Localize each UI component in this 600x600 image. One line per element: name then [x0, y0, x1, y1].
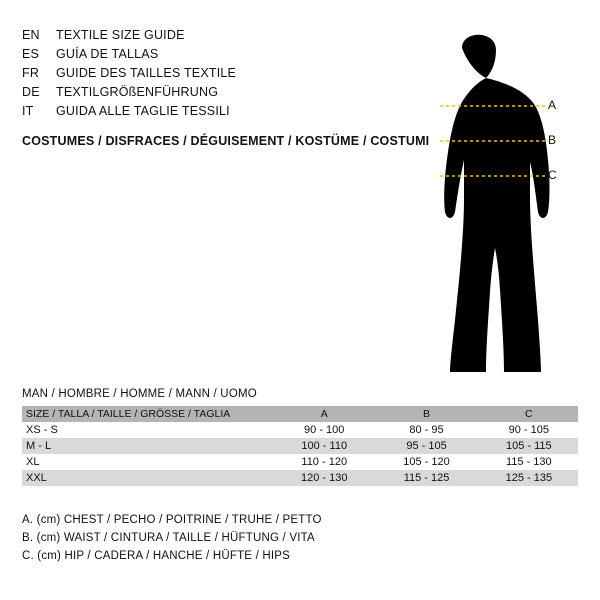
row-value-b: 115 - 125 — [373, 470, 475, 486]
language-code: EN — [22, 28, 40, 42]
measure-label-c: C — [548, 168, 557, 182]
row-value-a: 110 - 120 — [271, 454, 373, 470]
row-size: XS - S — [22, 422, 271, 438]
body-figure — [400, 20, 590, 380]
row-value-c: 105 - 115 — [476, 438, 578, 454]
note-b: B. (cm) WAIST / CINTURA / TAILLE / HÜFTUNG / VITA — [22, 532, 315, 544]
row-value-a: 120 - 130 — [271, 470, 373, 486]
row-value-b: 105 - 120 — [373, 454, 475, 470]
row-size: XXL — [22, 470, 271, 486]
language-label: GUIDA ALLE TAGLIE TESSILI — [56, 104, 230, 118]
table-header-c: C — [476, 406, 578, 422]
language-label: TEXTILE SIZE GUIDE — [56, 28, 185, 42]
language-code: ES — [22, 47, 40, 61]
language-row-fr — [22, 66, 352, 85]
measure-letter-labels — [400, 20, 590, 380]
table-header-row — [22, 406, 578, 422]
measurement-notes — [22, 514, 422, 568]
language-row-de — [22, 85, 352, 104]
row-value-c: 125 - 135 — [476, 470, 578, 486]
table-group-title: MAN / HOMBRE / HOMME / MANN / UOMO — [22, 388, 257, 400]
table-row — [22, 422, 578, 438]
language-label: GUÍA DE TALLAS — [56, 47, 159, 61]
language-list — [22, 28, 352, 123]
note-a: A. (cm) CHEST / PECHO / POITRINE / TRUHE / PETTO — [22, 514, 322, 526]
table-header-b: B — [373, 406, 475, 422]
table-row — [22, 438, 578, 454]
table-header-size: SIZE / TALLA / TAILLE / GRÖSSE / TAGLIA — [22, 406, 271, 422]
row-size: XL — [22, 454, 271, 470]
row-size: M - L — [22, 438, 271, 454]
row-value-b: 80 - 95 — [373, 422, 475, 438]
size-table — [22, 406, 578, 486]
row-value-c: 90 - 105 — [476, 422, 578, 438]
table-row — [22, 470, 578, 486]
language-label: TEXTILGRÖßENFÜHRUNG — [56, 85, 219, 99]
table-header-a: A — [271, 406, 373, 422]
table-row — [22, 454, 578, 470]
language-row-en — [22, 28, 352, 47]
language-label: GUIDE DES TAILLES TEXTILE — [56, 66, 237, 80]
row-value-c: 115 - 130 — [476, 454, 578, 470]
costumes-heading: COSTUMES / DISFRACES / DÉGUISEMENT / KOSTÜME / COSTUMI — [22, 134, 430, 148]
size-table-section — [22, 388, 578, 486]
language-code: DE — [22, 85, 40, 99]
language-code: IT — [22, 104, 34, 118]
language-row-it — [22, 104, 352, 123]
language-code: FR — [22, 66, 40, 80]
measure-label-a: A — [548, 98, 557, 112]
row-value-a: 90 - 100 — [271, 422, 373, 438]
row-value-a: 100 - 110 — [271, 438, 373, 454]
note-c: C. (cm) HIP / CADERA / HANCHE / HÜFTE / HIPS — [22, 550, 291, 562]
row-value-b: 95 - 105 — [373, 438, 475, 454]
measure-label-b: B — [548, 133, 557, 147]
language-row-es — [22, 47, 352, 66]
